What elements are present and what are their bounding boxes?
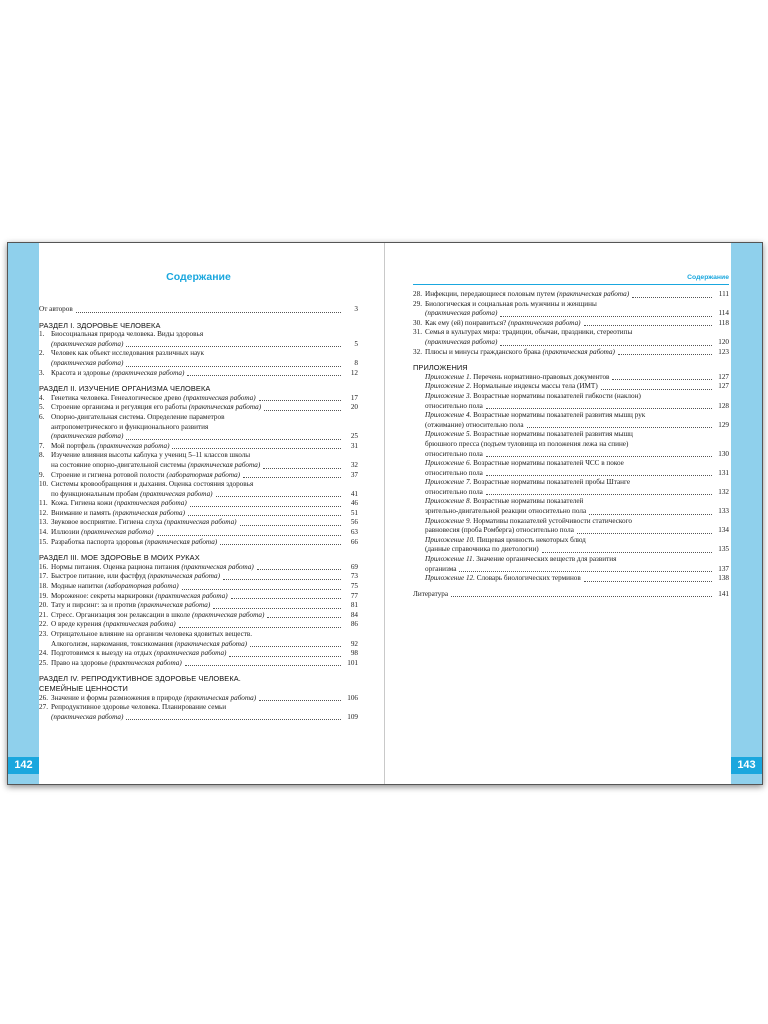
- toc-entry[interactable]: [39, 394, 358, 404]
- toc-entry-text: Приложение 7. Возрастные нормативы показателей пробы Штанге: [425, 478, 631, 487]
- leader-dots: [259, 400, 341, 401]
- toc-entry-text: зрительно-двигательной реакции относительно пола: [425, 507, 715, 517]
- toc-entry-text: организма: [425, 565, 715, 575]
- toc-entry[interactable]: [413, 319, 729, 329]
- toc-page-number: 81: [350, 601, 358, 610]
- toc-page-number: 41: [350, 489, 358, 498]
- leader-dots: [486, 408, 712, 409]
- right-margin-strip: [731, 243, 762, 784]
- running-head: Содержание: [687, 274, 729, 281]
- leader-dots: [486, 475, 712, 476]
- leader-dots: [188, 515, 341, 516]
- toc-entry-text: Внимание и память (практическая работа): [51, 509, 344, 519]
- leader-dots: [263, 468, 341, 469]
- appendix-label: Приложение 3.: [425, 391, 472, 400]
- toc-entry[interactable]: [413, 373, 729, 383]
- toc-page-number: 134: [718, 526, 729, 535]
- leader-dots: [126, 719, 341, 720]
- toc-entry-line: [413, 411, 729, 421]
- toc-entry-text: равновесия (проба Ромберга) относительно пола: [425, 526, 715, 536]
- toc-entry[interactable]: [39, 601, 358, 611]
- toc-entry-line: [413, 300, 729, 310]
- toc-entry[interactable]: [39, 592, 358, 602]
- toc-entry-number: 4.: [39, 393, 45, 402]
- toc-page-number: 123: [718, 347, 729, 356]
- toc-entry-text: Приложение 10. Пищевая ценность некоторых блюд: [425, 535, 586, 544]
- toc-page-number: 111: [718, 290, 729, 298]
- toc-page-number: 37: [350, 470, 358, 479]
- toc-page-number: 32: [350, 460, 358, 469]
- toc-entry-number: 28.: [413, 290, 422, 298]
- toc-entry-text: Изучение влияния высоты каблука у учениц 5–11 классов школы: [51, 451, 251, 460]
- toc-entry[interactable]: [39, 649, 358, 659]
- toc-entry[interactable]: [413, 402, 729, 412]
- toc-entry-text: Приложение 8. Возрастные нормативы показателей: [425, 497, 584, 506]
- toc-entry-text: брюшного пресса (подъем туловища из положения лежа на спине): [425, 439, 629, 448]
- appendix-label: Приложение 4.: [425, 411, 472, 420]
- leader-dots: [179, 627, 341, 628]
- toc-entry[interactable]: [413, 507, 729, 517]
- toc-entry-text: Приложение 12. Словарь биологических терминов: [425, 574, 715, 584]
- toc-entry[interactable]: [413, 488, 729, 498]
- toc-entry[interactable]: [413, 382, 729, 392]
- toc-page-number: 137: [718, 564, 729, 573]
- right-page: [413, 243, 729, 784]
- toc-entry-text: на состояние опорно-двигательной системы (практическая работа): [51, 461, 344, 471]
- toc-entry-text: Звуковое восприятие. Гигиена слуха (практическая работа): [51, 518, 344, 528]
- appendix-label: Приложение 2.: [425, 382, 472, 391]
- toc-entry-number: 8.: [39, 451, 45, 460]
- toc-entry-line: [39, 423, 358, 433]
- leader-dots: [459, 571, 712, 572]
- leader-dots: [243, 477, 341, 478]
- appendix-label: Приложение 9.: [425, 516, 472, 525]
- toc-entry-number: 17.: [39, 572, 48, 581]
- left-page: [39, 243, 358, 784]
- toc-entry-text: относительно пола: [425, 469, 715, 479]
- toc-page-number: 20: [350, 403, 358, 412]
- toc-entry-text: Модные напитки (лабораторная работа): [51, 582, 344, 592]
- toc-entry-text: Быстрое питание, или фастфуд (практическая работа): [51, 572, 344, 582]
- appendix-heading: ПРИЛОЖЕНИЯ: [413, 363, 468, 373]
- leader-dots: [185, 665, 341, 666]
- leader-dots: [126, 346, 341, 347]
- toc-entry[interactable]: [413, 421, 729, 431]
- leader-dots: [223, 579, 341, 580]
- toc-entry-number: 21.: [39, 610, 48, 619]
- toc-entry-text: О вреде курения (практическая работа): [51, 620, 344, 630]
- toc-page-number: 128: [718, 401, 729, 410]
- left-margin-strip: [8, 243, 39, 784]
- toc-entry-number: 24.: [39, 649, 48, 658]
- leader-dots: [584, 325, 712, 326]
- leader-dots: [126, 439, 341, 440]
- toc-entry[interactable]: [413, 526, 729, 536]
- toc-entry-text: Приложение 5. Возрастные нормативы показателей развития мышц: [425, 430, 633, 439]
- toc-entry-text: Стресс. Организация зон релаксации в школе (практическая работа): [51, 611, 344, 621]
- toc-entry-line: [413, 555, 729, 565]
- leader-dots: [584, 581, 712, 582]
- appendix-label: Приложение 7.: [425, 478, 472, 487]
- section-heading: РАЗДЕЛ II. ИЗУЧЕНИЕ ОРГАНИЗМА ЧЕЛОВЕКА: [39, 384, 211, 394]
- toc-entry[interactable]: [39, 713, 358, 723]
- toc-entry[interactable]: [39, 442, 358, 452]
- leader-dots: [527, 427, 712, 428]
- toc-entry-text: Приложение 3. Возрастные нормативы показателей гибкости (наклон): [425, 391, 641, 400]
- toc-page-number: 63: [350, 528, 358, 537]
- toc-page-number: 56: [350, 518, 358, 527]
- leader-dots: [229, 656, 341, 657]
- toc-entry-text: Разработка паспорта здоровья (практическая работа): [51, 538, 344, 548]
- toc-entry[interactable]: [39, 659, 358, 669]
- toc-entry-text: (данные справочника по диетологии): [425, 545, 715, 555]
- leader-dots: [632, 297, 712, 298]
- appendix-label: Приложение 10.: [425, 535, 475, 544]
- toc-page-number: 31: [350, 441, 358, 450]
- leader-dots: [216, 496, 341, 497]
- section-heading-continued: СЕМЕЙНЫЕ ЦЕННОСТИ: [39, 683, 128, 693]
- toc-page-number: 109: [347, 712, 358, 721]
- toc-page-number: 132: [718, 487, 729, 496]
- toc-entry-text: Право на здоровье (практическая работа): [51, 659, 344, 669]
- leader-dots: [187, 375, 341, 376]
- toc-entry-text: Плюсы и минусы гражданского брака (практическая работа): [425, 348, 715, 358]
- right-page-number: 143: [731, 757, 762, 774]
- leader-dots: [231, 598, 341, 599]
- toc-entry-text: Биосоциальная природа человека. Виды здоровья: [51, 330, 204, 339]
- leader-dots: [612, 379, 712, 380]
- toc-entry-text: Строение и гигиена ротовой полости (лабораторная работа): [51, 471, 344, 481]
- leader-dots: [486, 456, 712, 457]
- leader-dots: [172, 448, 341, 449]
- toc-page-number: 127: [718, 372, 729, 381]
- toc-entry-text: Приложение 2. Нормальные индексы массы тела (ИМТ): [425, 382, 715, 392]
- leader-dots: [264, 410, 341, 411]
- toc-entry[interactable]: [39, 611, 358, 621]
- toc-entry-number: 23.: [39, 630, 48, 638]
- toc-page-number: 66: [350, 537, 358, 546]
- section-heading: РАЗДЕЛ III. МОЕ ЗДОРОВЬЕ В МОИХ РУКАХ: [39, 553, 200, 563]
- toc-entry-number: 16.: [39, 562, 48, 571]
- toc-entry-line: [413, 517, 729, 527]
- toc-entry-text: Генетика человека. Генеалогическое древо (практическая работа): [51, 394, 344, 404]
- toc-entry-text: антропометрического и функционального развития: [51, 422, 209, 431]
- toc-entry-line: [413, 440, 729, 450]
- toc-entry[interactable]: [413, 348, 729, 358]
- toc-entry[interactable]: [39, 538, 358, 548]
- toc-entry-number: 22.: [39, 620, 48, 629]
- toc-entry-line: [39, 480, 358, 490]
- leader-dots: [267, 617, 341, 618]
- toc-right-list: [413, 290, 729, 599]
- toc-page-number: 106: [347, 693, 358, 702]
- toc-entry-line: [413, 328, 729, 338]
- leader-dots: [250, 646, 341, 647]
- appendix-label: Приложение 1.: [425, 372, 472, 381]
- toc-entry-number: 14.: [39, 528, 48, 537]
- section-heading: РАЗДЕЛ IV. РЕПРОДУКТИВНОЕ ЗДОРОВЬЕ ЧЕЛОВЕКА.: [39, 674, 241, 684]
- toc-entry-number: 6.: [39, 412, 45, 421]
- toc-entry-text: Приложение 11. Значение органических веществ для развития: [425, 555, 617, 564]
- toc-page-number: 75: [350, 582, 358, 591]
- toc-entry-line: [39, 349, 358, 359]
- toc-entry-line: [413, 392, 729, 402]
- toc-page-number: 69: [350, 562, 358, 571]
- toc-page-number: 8: [354, 358, 358, 367]
- toc-entry-number: 32.: [413, 347, 422, 356]
- toc-entry-number: 31.: [413, 328, 422, 337]
- toc-entry-line: [413, 459, 729, 469]
- toc-entry-text: (практическая работа): [51, 359, 344, 369]
- toc-page-number: 120: [718, 337, 729, 346]
- toc-entry-text: Алкоголизм, наркомания, токсикомания (практическая работа): [51, 640, 344, 650]
- toc-entry-number: 19.: [39, 591, 48, 600]
- toc-entry[interactable]: [413, 545, 729, 555]
- toc-page-number: 84: [350, 610, 358, 619]
- appendix-label: Приложение 6.: [425, 459, 472, 468]
- toc-entry-text: Системы кровообращения и дыхания. Оценка состояния здоровья: [51, 480, 254, 489]
- leader-dots: [451, 596, 712, 597]
- appendix-label: Приложение 12.: [425, 574, 475, 583]
- toc-entry-number: 2.: [39, 349, 45, 358]
- toc-entry[interactable]: [39, 490, 358, 500]
- toc-left-list: [39, 305, 358, 722]
- toc-entry[interactable]: [39, 471, 358, 481]
- leader-dots: [257, 569, 341, 570]
- toc-entry-line: [413, 536, 729, 546]
- toc-entry[interactable]: [413, 309, 729, 319]
- toc-page-number: 114: [718, 309, 729, 318]
- toc-entry-text: (практическая работа): [51, 432, 344, 442]
- leader-dots: [486, 494, 712, 495]
- toc-entry-line: [39, 330, 358, 340]
- toc-entry-literature[interactable]: [413, 590, 729, 600]
- toc-entry[interactable]: [39, 518, 358, 528]
- toc-entry-text: Репродуктивное здоровье человека. Планирование семьи: [51, 703, 227, 712]
- toc-page-number: 17: [350, 393, 358, 402]
- toc-page-number: 86: [350, 620, 358, 629]
- toc-entry-text: Отрицательное влияние на организм человека ядовитых веществ.: [51, 630, 253, 638]
- leader-dots: [259, 700, 341, 701]
- toc-entry-text: относительно пола: [425, 488, 715, 498]
- toc-page-number: 3: [354, 305, 358, 313]
- left-page-number: 142: [8, 757, 39, 774]
- toc-entry-text: относительно пола: [425, 450, 715, 460]
- toc-entry-number: 18.: [39, 582, 48, 591]
- toc-entry[interactable]: [39, 582, 358, 592]
- toc-entry-text: по функциональным пробам (практическая работа): [51, 490, 344, 500]
- toc-page-number: 92: [350, 639, 358, 648]
- toc-page-number: 135: [718, 545, 729, 554]
- toc-entry-text: Человек как объект исследования различных наук: [51, 349, 204, 358]
- toc-entry-number: 26.: [39, 693, 48, 702]
- toc-entry[interactable]: [39, 403, 358, 413]
- toc-entry-number: 12.: [39, 508, 48, 517]
- appendix-label: Приложение 8.: [425, 497, 472, 506]
- toc-entry[interactable]: [413, 574, 729, 584]
- toc-entry-text: (практическая работа): [51, 340, 344, 350]
- toc-entry-number: 20.: [39, 601, 48, 610]
- toc-entry-text: (практическая работа): [51, 713, 344, 723]
- toc-page-number: 131: [718, 468, 729, 477]
- toc-entry-text: (практическая работа): [425, 338, 715, 348]
- toc-entry-line: [413, 478, 729, 488]
- toc-entry-text: Строение организма и регуляция его работы (практическая работа): [51, 403, 344, 413]
- toc-entry-text: Тату и пирсинг: за и против (практическая работа): [51, 601, 344, 611]
- toc-entry[interactable]: [413, 565, 729, 575]
- toc-entry-text: Подготовимся к выезду на отдых (практическая работа): [51, 649, 344, 659]
- toc-entry-text: Приложение 6. Возрастные нормативы показателей ЧСС в покое: [425, 459, 624, 468]
- leader-dots: [577, 533, 712, 534]
- toc-entry-number: 5.: [39, 403, 45, 412]
- toc-entry-text: Приложение 4. Возрастные нормативы показателей развития мышц рук: [425, 411, 646, 420]
- toc-page-number: 127: [718, 382, 729, 391]
- toc-entry-text: Приложение 1. Перечень нормативно-правовых документов: [425, 373, 715, 383]
- toc-entry-text: Литература: [413, 590, 715, 600]
- toc-entry[interactable]: [39, 432, 358, 442]
- toc-entry-text: Инфекции, передающиеся половым путем (практическая работа): [425, 290, 715, 300]
- toc-entry-text: относительно пола: [425, 402, 715, 412]
- leader-dots: [542, 552, 712, 553]
- toc-entry-line: [413, 430, 729, 440]
- leader-dots: [240, 525, 341, 526]
- toc-entry[interactable]: [39, 694, 358, 704]
- toc-entry[interactable]: [39, 369, 358, 379]
- toc-entry-text: От авторов: [39, 305, 344, 315]
- toc-page-number: 118: [718, 318, 729, 327]
- toc-entry-number: 15.: [39, 537, 48, 546]
- toc-entry[interactable]: [39, 572, 358, 582]
- toc-entry-text: Мороженое: секреты маркировки (практическая работа): [51, 592, 344, 602]
- appendix-label: Приложение 11.: [425, 555, 475, 564]
- toc-page-number: 46: [350, 499, 358, 508]
- toc-entry-number: 9.: [39, 470, 45, 479]
- toc-entry[interactable]: [413, 290, 729, 300]
- toc-entry-line: [39, 703, 358, 713]
- toc-entry-number: 3.: [39, 368, 45, 377]
- toc-entry-line: [39, 451, 358, 461]
- toc-page-number: 133: [718, 507, 729, 516]
- toc-title: Содержание: [166, 271, 231, 283]
- toc-entry-number: 13.: [39, 518, 48, 527]
- toc-entry[interactable]: [39, 461, 358, 471]
- toc-entry-text: Значение и формы размножения в природе (практическая работа): [51, 694, 344, 704]
- leader-dots: [157, 535, 342, 536]
- toc-page-number: 5: [354, 339, 358, 348]
- toc-page-number: 12: [350, 368, 358, 377]
- toc-page-number: 25: [350, 432, 358, 441]
- toc-page-number: 77: [350, 591, 358, 600]
- leader-dots: [220, 544, 341, 545]
- toc-entry-number: 27.: [39, 703, 48, 712]
- toc-entry[interactable]: [39, 620, 358, 630]
- toc-entry-line: [413, 497, 729, 507]
- toc-entry[interactable]: [39, 563, 358, 573]
- toc-page-number: 98: [350, 649, 358, 658]
- toc-page-number: 101: [347, 658, 358, 667]
- toc-entry[interactable]: [413, 338, 729, 348]
- toc-entry[interactable]: [413, 450, 729, 460]
- toc-entry-number: 30.: [413, 318, 422, 327]
- leader-dots: [500, 316, 712, 317]
- toc-entry-text: Мой портфель (практическая работа): [51, 442, 344, 452]
- leader-dots: [126, 366, 341, 367]
- toc-entry-text: (практическая работа): [425, 309, 715, 319]
- toc-entry-line: [39, 630, 358, 640]
- running-head-rule: [413, 284, 729, 285]
- toc-entry-text: Кожа. Гигиена кожи (практическая работа): [51, 499, 344, 509]
- toc-entry[interactable]: [39, 359, 358, 369]
- toc-entry-text: Как ему (ей) понравиться? (практическая работа): [425, 319, 715, 329]
- toc-entry-number: 25.: [39, 658, 48, 667]
- toc-entry-number: 1.: [39, 330, 45, 339]
- toc-entry-text: Приложение 9. Нормативы показателей устойчивости статического: [425, 516, 633, 525]
- toc-page-number: 130: [718, 449, 729, 458]
- toc-entry[interactable]: [39, 528, 358, 538]
- toc-entry-text: Нормы питания. Оценка рациона питания (практическая работа): [51, 563, 344, 573]
- toc-entry-text: Опорно-двигательная система. Определение параметров: [51, 412, 225, 421]
- toc-entry-number: 29.: [413, 299, 422, 308]
- leader-dots: [213, 608, 341, 609]
- toc-entry[interactable]: [413, 469, 729, 479]
- toc-entry-text: Семья в культурах мира: традиции, обычаи, праздники, стереотипы: [425, 328, 633, 337]
- toc-entry[interactable]: [39, 640, 358, 650]
- leader-dots: [618, 354, 712, 355]
- toc-entry[interactable]: [39, 499, 358, 509]
- leader-dots: [190, 506, 341, 507]
- section-heading: РАЗДЕЛ I. ЗДОРОВЬЕ ЧЕЛОВЕКА: [39, 320, 161, 330]
- book-spread: [7, 242, 763, 785]
- leader-dots: [601, 389, 712, 390]
- leader-dots: [182, 589, 341, 590]
- toc-entry-number: 11.: [39, 499, 48, 508]
- toc-entry-text: Красота и здоровье (практическая работа): [51, 369, 344, 379]
- toc-page-number: 138: [718, 574, 729, 583]
- toc-page-number: 141: [718, 589, 729, 598]
- leader-dots: [589, 514, 712, 515]
- leader-dots: [500, 345, 712, 346]
- toc-entry-number: 10.: [39, 480, 48, 489]
- toc-entry[interactable]: [39, 509, 358, 519]
- toc-page-number: 51: [350, 508, 358, 517]
- toc-entry-authors[interactable]: [39, 305, 358, 315]
- toc-entry-line: [39, 413, 358, 423]
- toc-entry-number: 7.: [39, 441, 45, 450]
- toc-entry[interactable]: [39, 340, 358, 350]
- leader-dots: [76, 312, 341, 313]
- toc-entry-text: Иллюзии (практическая работа): [51, 528, 344, 538]
- page-gutter: [384, 243, 385, 784]
- toc-page-number: 129: [718, 420, 729, 429]
- toc-entry-text: (отжимание) относительно пола: [425, 421, 715, 431]
- appendix-label: Приложение 5.: [425, 430, 472, 439]
- toc-page-number: 73: [350, 572, 358, 581]
- toc-entry-text: Биологическая и социальная роль мужчины и женщины: [425, 299, 597, 308]
